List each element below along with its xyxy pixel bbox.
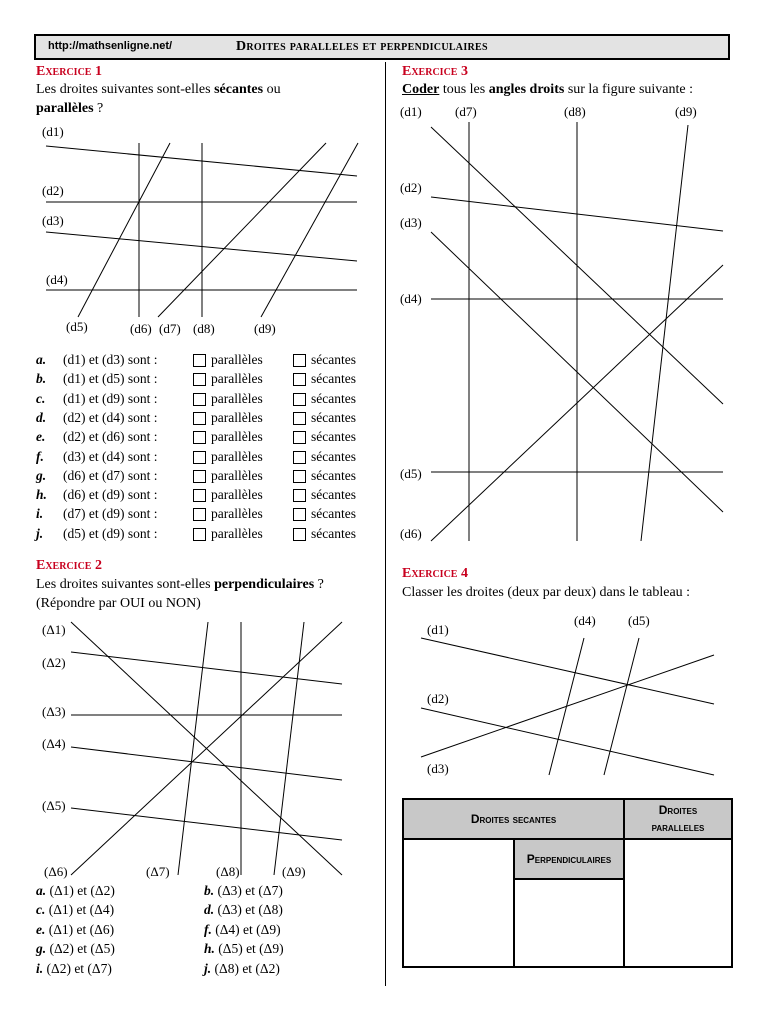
ex3-label-d5: (d5)	[400, 466, 422, 481]
question-letter: c.	[36, 902, 46, 918]
site-url[interactable]: http://mathsenligne.net/	[48, 40, 173, 52]
question-letter: i.	[36, 506, 44, 522]
parallel-option-label: parallèles	[211, 390, 263, 406]
question-letter: f.	[36, 448, 44, 464]
parallel-option-label: parallèles	[211, 448, 263, 464]
question-text: (d1) et (d9) sont :	[63, 390, 158, 406]
question-letter: g.	[36, 467, 47, 483]
question-letter: h.	[204, 941, 215, 957]
ex2-line-D9	[274, 622, 304, 875]
ex1-label-d2: (d2)	[42, 183, 64, 198]
ex1-label-d4: (d4)	[46, 272, 68, 287]
page-title: Droites paralleles et perpendiculaires	[236, 39, 488, 54]
secant-option-label: sécantes	[311, 390, 356, 406]
ex2-question	[36, 883, 115, 899]
parallel-option-label: parallèles	[211, 429, 263, 445]
cell-secantes-other[interactable]	[403, 839, 514, 967]
ex2-lines	[71, 622, 342, 875]
ex1-label-d6: (d6)	[130, 321, 152, 336]
parallel-option-label: parallèles	[211, 371, 263, 387]
parallel-option-label: parallèles	[211, 409, 263, 425]
question-letter: g.	[36, 941, 47, 957]
classification-table	[402, 798, 733, 968]
question-text: (d7) et (d9) sont :	[63, 506, 158, 522]
ex4-instruction: Classer les droites (deux par deux) dans le tableau :	[402, 585, 691, 600]
ex4-lines	[421, 638, 714, 775]
question-letter: b.	[204, 883, 215, 898]
ex2-label-D3: (Δ3)	[42, 704, 66, 719]
ex2-question	[36, 922, 114, 938]
secant-option-label: sécantes	[311, 352, 356, 367]
ex4-label-d1: (d1)	[427, 622, 449, 637]
secant-option-label: sécantes	[311, 448, 356, 464]
parallel-option-label: parallèles	[211, 506, 263, 522]
ex3-label-d1: (d1)	[400, 104, 422, 119]
ex2-label-D7: (Δ7)	[146, 864, 170, 879]
ex2-label-D6: (Δ6)	[44, 864, 68, 879]
ex2-label-D2: (Δ2)	[42, 655, 66, 670]
ex3-label-d4: (d4)	[400, 291, 422, 306]
question-letter: a.	[36, 883, 47, 898]
question-letter: b.	[36, 371, 47, 387]
ex2-figure	[0, 0, 385, 885]
ex4-label-d3: (d3)	[427, 761, 449, 776]
ex2-label-D4: (Δ4)	[42, 736, 66, 751]
ex4-line-d5	[604, 638, 639, 775]
ex3-title: Exercice 3	[402, 64, 468, 79]
parallel-option-label: parallèles	[211, 525, 263, 541]
question-text: (Δ3) et (Δ7)	[217, 883, 283, 898]
ex1-label-d9: (d9)	[254, 321, 276, 336]
ex1-label-d5: (d5)	[66, 319, 88, 334]
ex2-instruction-2: (Répondre par OUI ou NON)	[36, 596, 201, 611]
header-perpendiculaires: Perpendiculaires	[514, 839, 624, 879]
ex2-line-D5	[71, 808, 342, 840]
question-text: (d6) et (d9) sont :	[63, 487, 158, 503]
question-text: (Δ1) et (Δ4)	[48, 902, 115, 918]
question-text: (d6) et (d7) sont :	[63, 467, 158, 483]
ex4-label-d5: (d5)	[628, 613, 650, 628]
question-text: (d1) et (d3) sont :	[63, 352, 158, 367]
secant-option-label: sécantes	[311, 506, 356, 522]
question-letter: f.	[204, 921, 212, 937]
ex2-question	[204, 941, 284, 957]
question-text: (d3) et (d4) sont :	[63, 448, 158, 464]
ex2-line-D4	[71, 747, 342, 780]
cell-perpendiculaires[interactable]	[514, 879, 624, 967]
ex2-question	[36, 961, 112, 977]
ex2-label-D1: (Δ1)	[42, 622, 66, 637]
ex1-label-d1: (d1)	[42, 124, 64, 139]
ex4-line-d4	[549, 638, 584, 775]
ex4-label-d2: (d2)	[427, 691, 449, 706]
question-letter: h.	[36, 487, 47, 503]
question-letter: j.	[204, 960, 212, 976]
ex2-instruction: Les droites suivantes sont-elles perpendiculaires ?	[36, 577, 324, 592]
ex2-line-D7	[178, 622, 208, 875]
parallel-option-label: parallèles	[211, 352, 263, 367]
ex1-label-d7: (d7)	[159, 321, 181, 336]
question-letter: j.	[36, 525, 44, 541]
question-text: (Δ3) et (Δ8)	[217, 902, 283, 918]
parallel-option-label: parallèles	[211, 487, 263, 503]
question-text: (Δ8) et (Δ2)	[214, 960, 280, 976]
ex3-instruction: Coder tous les angles droits sur la figure suivante :	[402, 82, 693, 97]
question-letter: d.	[36, 409, 47, 425]
question-text: (Δ4) et (Δ9)	[215, 921, 281, 937]
question-text: (d2) et (d6) sont :	[63, 429, 158, 445]
ex2-question	[204, 883, 283, 899]
question-text: (Δ1) et (Δ2)	[49, 883, 115, 898]
ex1-title: Exercice 1	[36, 64, 102, 79]
ex1-instruction: Les droites suivantes sont-elles sécantes ou	[36, 82, 281, 97]
secant-option-label: sécantes	[311, 487, 356, 503]
ex3-label-d8: (d8)	[564, 104, 586, 119]
ex2-line-D2	[71, 652, 342, 684]
header-secantes: Droites secantes	[403, 799, 624, 839]
parallel-option-label: parallèles	[211, 467, 263, 483]
ex4-title: Exercice 4	[402, 566, 468, 581]
ex2-question	[204, 922, 281, 938]
question-letter: e.	[36, 921, 46, 937]
ex1-label-d3: (d3)	[42, 213, 64, 228]
question-text: (Δ2) et (Δ7)	[46, 960, 112, 976]
question-text: (Δ2) et (Δ5)	[49, 941, 115, 957]
question-text: (d1) et (d5) sont :	[63, 371, 158, 387]
ex2-label-D9: (Δ9)	[282, 864, 306, 879]
header-paralleles: Droites paralleles	[624, 799, 732, 839]
secant-option-label: sécantes	[311, 525, 356, 541]
ex4-figure	[385, 0, 768, 790]
question-text: (d2) et (d4) sont :	[63, 409, 158, 425]
ex2-question	[204, 961, 280, 977]
question-letter: d.	[204, 902, 215, 918]
question-letter: a.	[36, 352, 47, 367]
ex2-label-D5: (Δ5)	[42, 798, 66, 813]
ex3-label-d6: (d6)	[400, 526, 422, 541]
ex4-line-d1	[421, 638, 714, 704]
ex2-question	[36, 902, 114, 918]
cell-paralleles[interactable]	[624, 839, 732, 967]
ex4-label-d4: (d4)	[574, 613, 596, 628]
question-text: (d5) et (d9) sont :	[63, 525, 158, 541]
question-letter: c.	[36, 390, 46, 406]
question-text: (Δ1) et (Δ6)	[48, 921, 115, 937]
ex2-question	[204, 902, 283, 918]
ex3-label-d2: (d2)	[400, 180, 422, 195]
ex2-question	[36, 941, 115, 957]
question-text: (Δ5) et (Δ9)	[218, 941, 284, 957]
question-letter: i.	[36, 960, 44, 976]
secant-option-label: sécantes	[311, 371, 356, 387]
ex2-title: Exercice 2	[36, 558, 102, 573]
ex1-label-d8: (d8)	[193, 321, 215, 336]
ex1-instruction-2: parallèles ?	[36, 101, 104, 116]
question-letter: e.	[36, 429, 46, 445]
ex2-label-D8: (Δ8)	[216, 864, 240, 879]
secant-option-label: sécantes	[311, 409, 356, 425]
ex3-label-d9: (d9)	[675, 104, 697, 119]
secant-option-label: sécantes	[311, 467, 356, 483]
secant-option-label: sécantes	[311, 429, 356, 445]
ex3-label-d3: (d3)	[400, 215, 422, 230]
ex3-label-d7: (d7)	[455, 104, 477, 119]
